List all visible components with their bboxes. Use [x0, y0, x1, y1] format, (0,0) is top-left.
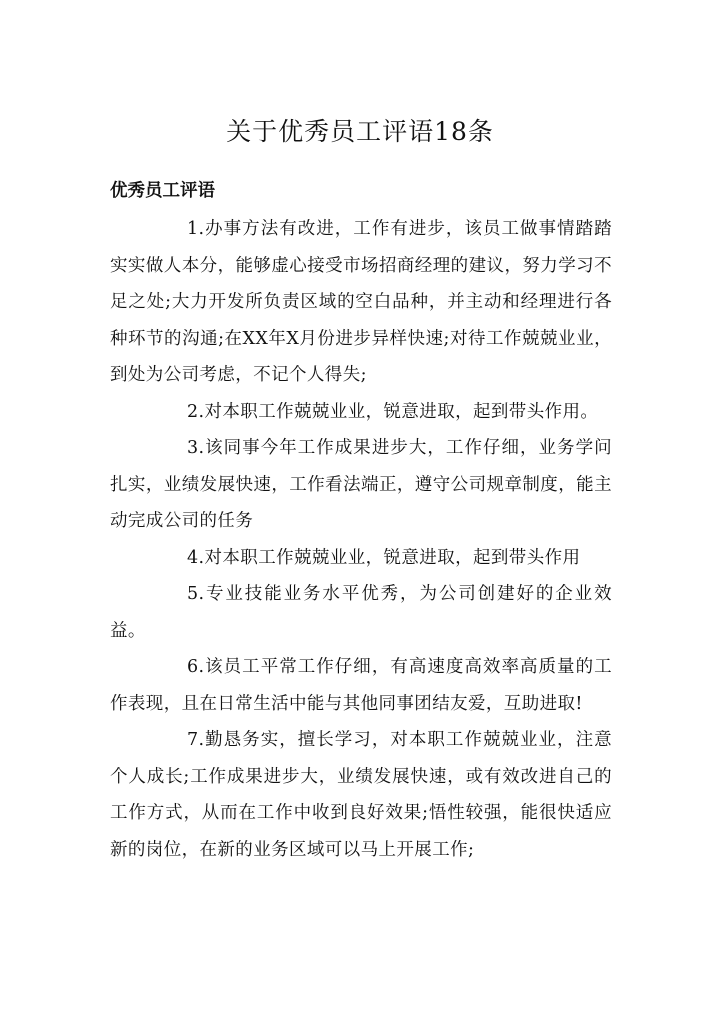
paragraph-6: 6.该员工平常工作仔细，有高速度高效率高质量的工作表现，且在日常生活中能与其他同事团结友爱，互助进取! [110, 657, 612, 714]
paragraph-1: 1.办事方法有改进，工作有进步，该员工做事情踏踏实实做人本分，能够虚心接受市场招商经理的建议，努力学习不足之处;大力开发所负责区域的空白品种，并主动和经理进行各种环节的沟通;在XX年X月份进步异样快速;对待工作兢兢业业，到处为公司考虑，不记个人得失; [110, 219, 612, 385]
section-heading: 优秀员工评语 [110, 181, 215, 201]
paragraph-2: 2.对本职工作兢兢业业，锐意进取，起到带头作用。 [187, 401, 599, 422]
paragraph-5: 5.专业技能业务水平优秀，为公司创建好的企业效益。 [110, 584, 612, 641]
document-title: 关于优秀员工评语18条 [226, 117, 494, 146]
paragraph-7: 7.勤恳务实，擅长学习，对本职工作兢兢业业，注意个人成长;工作成果进步大，业绩发展快速，或有效改进自己的工作方式，从而在工作中收到良好效果;悟性较强，能很快适应新的岗位，在新的业务区域可以马上开展工作; [110, 730, 612, 860]
paragraph-3: 3.该同事今年工作成果进步大，工作仔细，业务学问扎实，业绩发展快速，工作看法端正，遵守公司规章制度，能主动完成公司的任务 [110, 438, 612, 531]
body-text [110, 211, 612, 868]
paragraph-4: 4.对本职工作兢兢业业，锐意进取，起到带头作用 [187, 547, 581, 568]
